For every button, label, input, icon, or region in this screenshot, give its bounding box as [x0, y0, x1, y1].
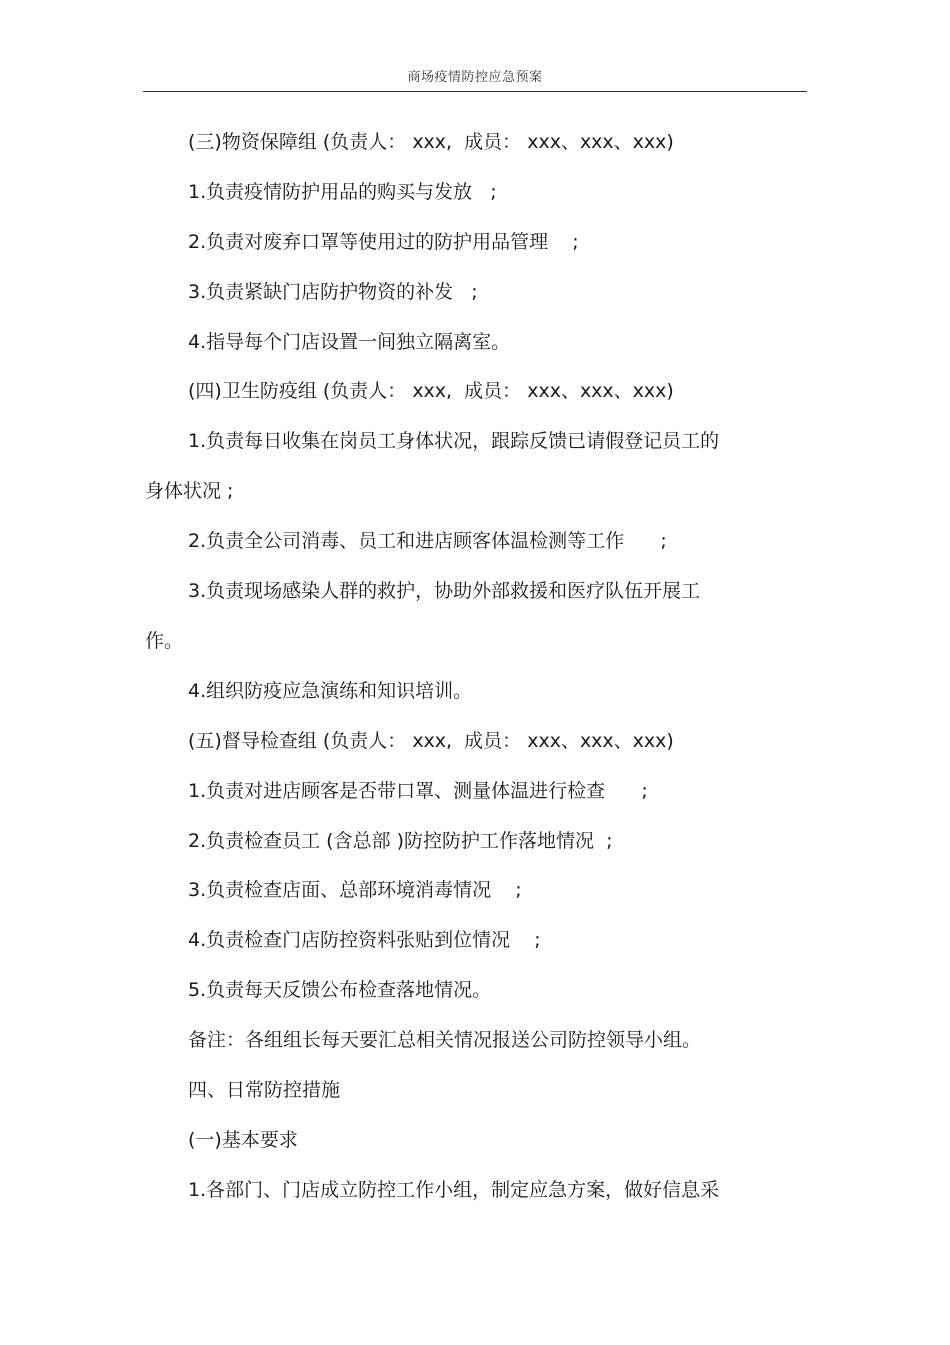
section-heading-inspection-group: (五)督导检查组 (负责人： xxx, 成员： xxx、xxx、xxx)	[188, 730, 674, 752]
paragraph-line: 3.负责紧缺门店防护物资的补发 ;	[188, 281, 478, 303]
paragraph-line: 3.负责检查店面、总部环境消毒情况 ;	[188, 879, 522, 901]
paragraph-line: 2.负责全公司消毒、员工和进店顾客体温检测等工作 ;	[188, 530, 667, 552]
paragraph-line: 1.各部门、门店成立防控工作小组，制定应急方案，做好信息采	[188, 1179, 720, 1201]
paragraph-line: 1.负责每日收集在岗员工身体状况，跟踪反馈已请假登记员工的	[188, 430, 720, 452]
section-heading-daily-measures: 四、日常防控措施	[188, 1079, 341, 1101]
paragraph-line: 5.负责每天反馈公布检查落地情况。	[188, 979, 492, 1001]
paragraph-line: 4.指导每个门店设置一间独立隔离室。	[188, 331, 511, 353]
paragraph-line: 3.负责现场感染人群的救护，协助外部救援和医疗队伍开展工	[188, 580, 701, 602]
paragraph-line: 4.组织防疫应急演练和知识培训。	[188, 680, 473, 702]
paragraph-line: 4.负责检查门店防控资料张贴到位情况 ;	[188, 929, 541, 951]
subsection-heading-basic-requirements: (一)基本要求	[188, 1129, 298, 1151]
paragraph-line: 2.负责对废弃口罩等使用过的防护用品管理 ;	[188, 231, 579, 253]
section-heading-supply-group: (三)物资保障组 (负责人： xxx, 成员： xxx、xxx、xxx)	[188, 131, 674, 153]
section-heading-hygiene-group: (四)卫生防疫组 (负责人： xxx, 成员： xxx、xxx、xxx)	[188, 380, 674, 402]
paragraph-line-continuation: 作。	[145, 630, 184, 652]
paragraph-line: 2.负责检查员工 (含总部 )防控防护工作落地情况 ;	[188, 830, 613, 852]
remark-line: 备注：各组组长每天要汇总相关情况报送公司防控领导小组。	[188, 1029, 702, 1051]
paragraph-line-continuation: 身体状况 ;	[145, 480, 234, 502]
paragraph-line: 1.负责疫情防护用品的购买与发放 ;	[188, 181, 497, 203]
page-header-title: 商场疫情防控应急预案	[407, 70, 543, 85]
header-divider	[143, 91, 807, 92]
paragraph-line: 1.负责对进店顾客是否带口罩、测量体温进行检查 ;	[188, 780, 648, 802]
